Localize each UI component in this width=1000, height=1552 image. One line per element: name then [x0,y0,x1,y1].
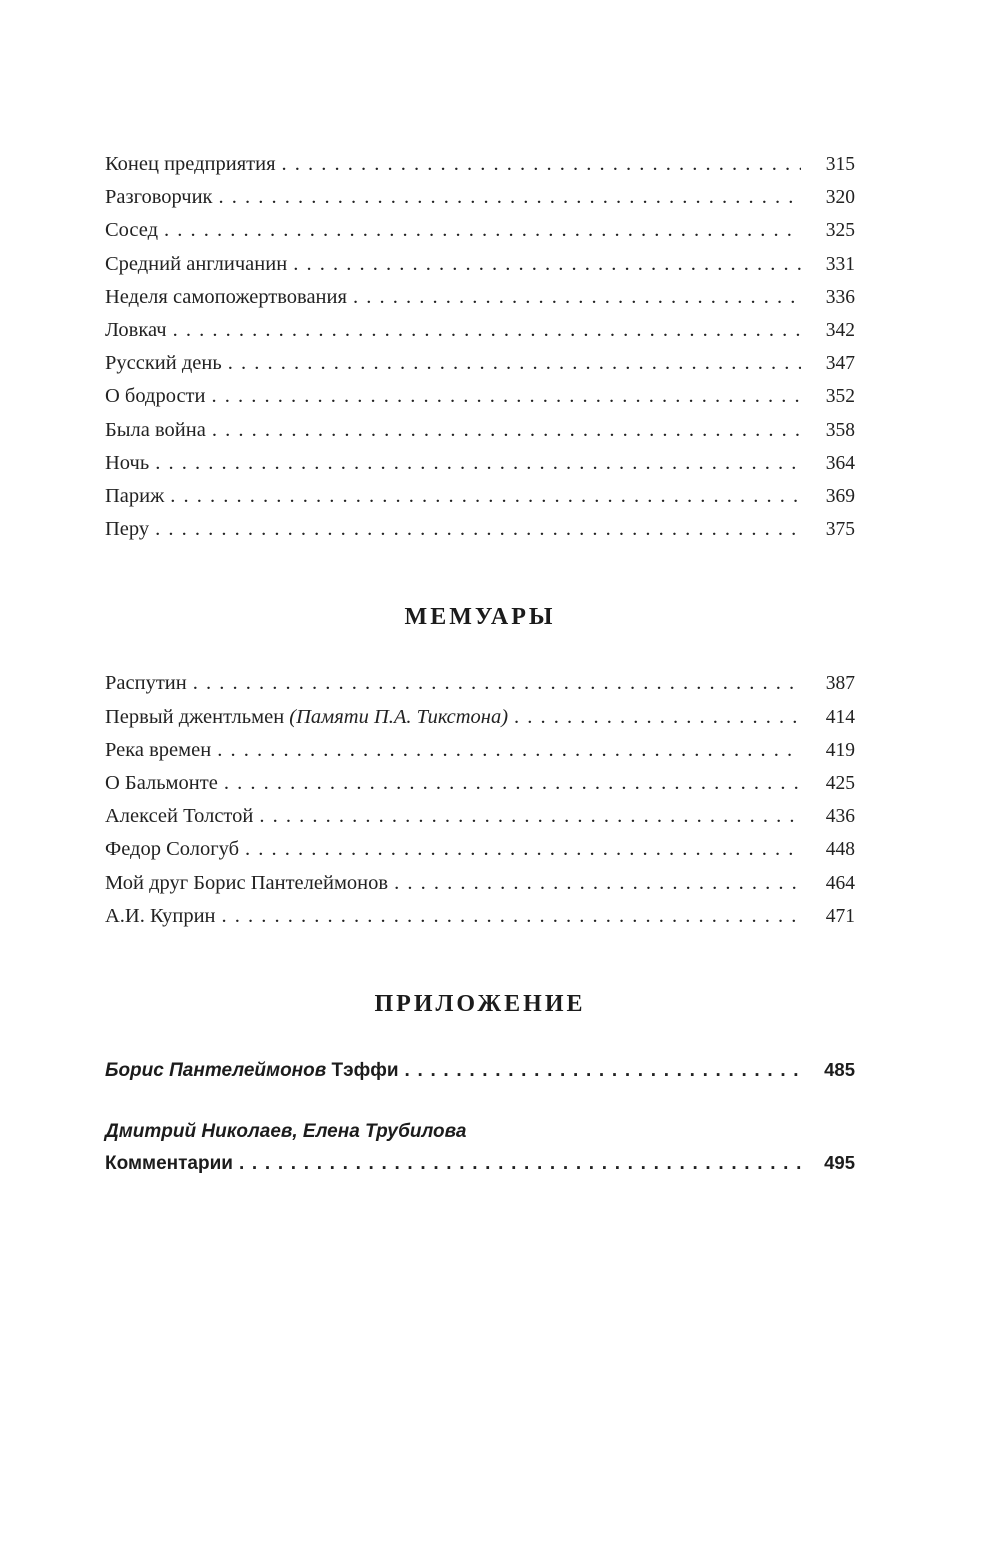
dot-leader [212,414,801,446]
entry-page-number: 419 [825,739,855,761]
entry-page-number: 414 [825,706,855,728]
entry-page-number: 369 [825,486,855,508]
toc-entry [105,314,855,347]
toc-entry [105,667,855,700]
entry-title-text: Русский день [105,352,222,375]
entry-title-text: Сосед [105,219,159,242]
entry-title [105,148,276,180]
dot-leader [228,347,801,379]
entry-title [105,734,211,766]
toc-entry [105,767,855,800]
entry-title [105,414,206,446]
entry-title-text: А.И. Куприн [105,904,216,927]
dot-leader [239,1148,801,1180]
dot-leader [155,447,801,479]
entry-title-text: Распутин [105,672,187,695]
toc-entry [105,833,855,866]
dot-leader [217,734,801,766]
entry-title [105,447,149,479]
authors-line: Дмитрий Николаев, Елена Трубилова [105,1121,467,1143]
entry-title-text: Река времен [105,738,212,761]
entry-title-text: Алексей Толстой [105,805,254,828]
entry-page-number: 425 [825,773,855,795]
entry-page-number: 464 [825,872,855,894]
toc-entry [105,181,855,214]
entry-page-number: 352 [825,386,855,408]
entry-page-number: 448 [825,839,855,861]
entry-title-text: Париж [105,485,165,508]
entry-title-text: Разговорчик [105,186,213,209]
entry-title [105,513,149,545]
toc-entry [105,281,855,314]
entry-title-text: Перу [105,518,150,541]
entry-title-text: Была война [105,418,206,441]
toc-section [105,604,855,933]
entry-page-number: 495 [824,1152,855,1174]
entry-title [105,1055,399,1087]
toc-entry [105,1147,855,1180]
toc-entry [105,380,855,413]
entry-title [105,281,347,313]
dot-leader [353,281,801,313]
dot-leader [405,1055,801,1087]
dot-leader [164,214,801,246]
section-heading: ПРИЛОЖЕНИЕ [374,991,586,1018]
entry-title [105,667,187,699]
entry-title [105,480,164,512]
entry-title [105,701,508,733]
toc-entry [105,248,855,281]
toc-entry [105,148,855,181]
entry-page-number: 485 [824,1059,855,1081]
entry-title-text: Первый джентльмен [105,705,290,728]
entry-page-number: 331 [825,253,855,275]
entry-page-number: 358 [825,419,855,441]
toc-entry [105,734,855,767]
entry-title-text: Тэффи [331,1060,399,1082]
toc-entry [105,701,855,734]
entry-title [105,1148,233,1180]
dot-leader [193,667,801,699]
toc-entry [105,214,855,247]
entry-title [105,867,388,899]
dot-leader [222,900,801,932]
entry-page-number: 387 [825,673,855,695]
dot-leader [245,833,801,865]
entry-title [105,181,213,213]
entry-title-text: Ловкач [105,319,167,342]
toc-entry [105,513,855,546]
entry-title-text: Ночь [105,451,150,474]
dot-leader [155,513,801,545]
toc-sections [105,148,855,1180]
toc-entry [105,447,855,480]
entry-title-text: Конец предприятия [105,153,276,175]
dot-leader [219,181,801,213]
entry-title [105,833,239,865]
toc-entry [105,347,855,380]
entry-page-number: 436 [825,806,855,828]
entry-title-italic: (Памяти П.А. Тикстона) [289,705,509,728]
entry-page-number: 364 [825,452,855,474]
toc-entry [105,800,855,833]
entry-title [105,800,253,832]
entry-title-text: О бодрости [105,385,206,408]
entry-title [105,900,216,932]
entry-title-text: Федор Сологуб [105,838,240,861]
dot-leader [259,800,801,832]
entry-author-italic: Борис Пантелеймонов [105,1060,332,1082]
toc-entry [105,480,855,513]
entry-title [105,314,167,346]
entry-title [105,214,158,246]
entry-page-number: 471 [825,905,855,927]
toc-entry [105,867,855,900]
toc-section [105,991,855,1180]
toc-section [105,148,855,546]
entry-title [105,380,206,412]
entry-page-number: 325 [825,220,855,242]
entry-title [105,347,222,379]
toc-entry [105,1054,855,1087]
dot-leader [514,701,801,733]
dot-leader [282,148,801,180]
entry-page-number: 342 [825,320,855,342]
section-heading: МЕМУАРЫ [404,604,556,631]
entry-page-number: 347 [825,353,855,375]
entry-title-text: О Бальмонте [105,772,218,795]
dot-leader [224,767,801,799]
entry-page-number: 315 [825,154,855,175]
entry-title-text: Средний англичанин [105,252,288,275]
entry-title-text: Мой друг Борис Пантелеймонов [105,871,389,894]
dot-leader [170,480,801,512]
entry-title-text: Комментарии [105,1153,233,1175]
entry-page-number: 320 [825,187,855,209]
entry-page-number: 336 [825,286,855,308]
entry-title [105,767,218,799]
dot-leader [394,867,801,899]
toc-entry [105,414,855,447]
entry-page-number: 375 [825,519,855,541]
toc-entry [105,900,855,933]
dot-leader [212,380,802,412]
dot-leader [293,248,801,280]
entry-title-text: Неделя самопожертвования [105,285,347,308]
entry-title [105,248,287,280]
dot-leader [173,314,801,346]
